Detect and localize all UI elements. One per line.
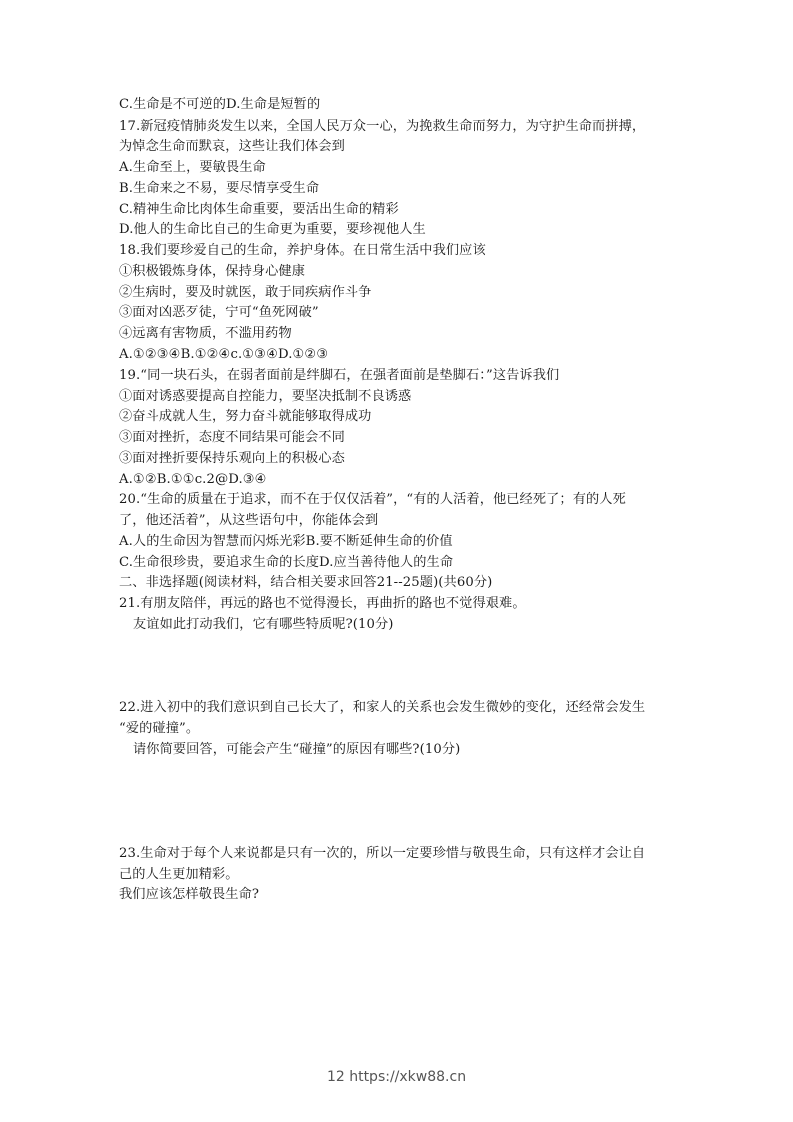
text-line: A.人的生命因为智慧而闪烁光彩B.要不断延伸生命的价值 <box>119 534 453 549</box>
text-line: ③面对凶恶歹徒，宁可“鱼死网破” <box>119 305 319 320</box>
text-line: 为悼念生命而默哀，这些让我们体会到 <box>119 139 345 154</box>
text-line: C.生命是不可逆的D.生命是短暂的 <box>119 97 321 112</box>
text-line: 22.进入初中的我们意识到自己长大了，和家人的关系也会发生微妙的变化，还经常会发生 <box>119 700 646 715</box>
text-line: ①积极锻炼身体，保持身心健康 <box>119 264 306 279</box>
text-line: ④远离有害物质，不滥用药物 <box>119 326 292 341</box>
text-line: 18.我们要珍爱自己的生命，养护身体。在日常生活中我们应该 <box>119 243 486 258</box>
text-line: 了，他还活着”，从这些语句中，你能体会到 <box>119 513 379 528</box>
text-line: C.精神生命比肉体生命重要，要活出生命的精彩 <box>119 202 399 217</box>
text-line: 20.“生命的质量在于追求，而不在于仅仅活着”，“有的人活着，他已经死了；有的人死 <box>119 492 626 507</box>
text-line: C.生命很珍贵，要追求生命的长度D.应当善待他人的生命 <box>119 555 454 570</box>
text-line: B.生命来之不易，要尽情享受生命 <box>119 181 320 196</box>
text-line: 23.生命对于每个人来说都是只有一次的，所以一定要珍惜与敬畏生命，只有这样才会让自 <box>119 846 646 861</box>
text-line: 我们应该怎样敬畏生命? <box>119 887 260 902</box>
text-line: ③面对挫折要保持乐观向上的积极心态 <box>119 451 345 466</box>
text-line: 请你简要回答，可能会产生“碰撞”的原因有哪些?(10分) <box>133 742 461 757</box>
text-line: 己的人生更加精彩。 <box>119 867 239 882</box>
text-line: 二、非选择题(阅读材料，结合相关要求回答21--25题)(共60分) <box>119 575 493 590</box>
text-line: ②奋斗成就人生，努力奋斗就能够取得成功 <box>119 409 372 424</box>
text-line: ③面对挫折，态度不同结果可能会不同 <box>119 430 345 445</box>
text-line: “爱的碰撞”。 <box>119 721 200 736</box>
text-line: A.①②B.①①c.2@D.③④ <box>119 472 267 487</box>
page-footer: 12 https://xkw88.cn <box>326 1069 467 1085</box>
text-line: ②生病时，要及时就医，敢于同疾病作斗争 <box>119 285 372 300</box>
text-line: A.生命至上，要敏畏生命 <box>119 160 266 175</box>
text-line: A.①②③④B.①②④c.①③④D.①②③ <box>119 347 329 362</box>
text-line: 19.“同一块石头，在弱者面前是绊脚石，在强者面前是垫脚石：”这告诉我们 <box>119 368 560 383</box>
text-line: 21.有朋友陪伴，再远的路也不觉得漫长，再曲折的路也不觉得艰难。 <box>119 596 526 611</box>
text-line: 友谊如此打动我们，它有哪些特质呢?(10分) <box>133 617 394 632</box>
text-line: 17.新冠疫情肺炎发生以来，全国人民万众一心，为挽救生命而努力，为守护生命而拼搏， <box>119 119 646 134</box>
text-line: D.他人的生命比自己的生命更为重要，要珍视他人生 <box>119 222 426 237</box>
text-line: ①面对诱惑要提高自控能力，要坚决抵制不良诱惑 <box>119 389 412 404</box>
